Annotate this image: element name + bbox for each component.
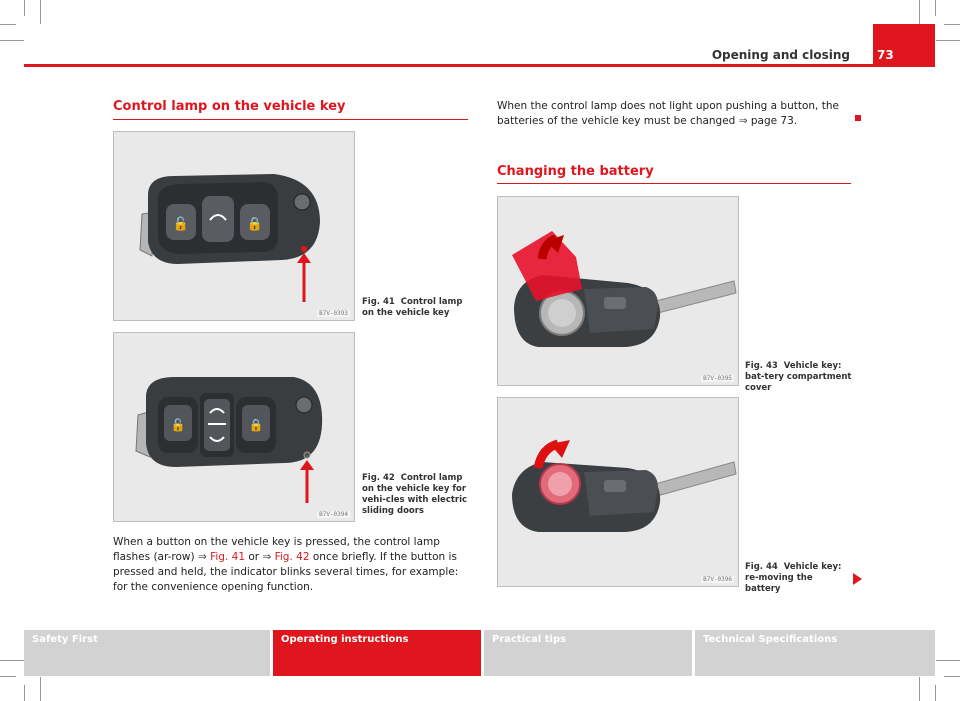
figure-41-label: Fig. 41 xyxy=(362,297,395,307)
figure-42-label: Fig. 42 xyxy=(362,473,395,483)
figure-44-caption xyxy=(745,562,845,595)
crop-mark xyxy=(935,685,936,701)
figure-code: B7V-0395 xyxy=(703,375,732,382)
paragraph-text: When a button on the vehicle key is pressed, the control lamp flashes (ar-row) xyxy=(113,536,440,563)
running-header-title: Opening and closing xyxy=(711,48,850,62)
figure-42-image xyxy=(113,332,355,522)
figure-code: B7V-0393 xyxy=(319,310,348,317)
crop-mark xyxy=(935,0,936,16)
paragraph-text: or xyxy=(248,551,260,563)
control-lamp-paragraph xyxy=(113,535,469,595)
crop-mark xyxy=(919,0,920,24)
reference-arrow: ⇒ xyxy=(738,115,748,127)
figure-code: B7V-0396 xyxy=(703,576,732,583)
figure-code: B7V-0394 xyxy=(319,511,348,518)
figure-43-caption-text: Vehicle key: bat-tery compartment cover xyxy=(745,361,852,393)
crop-mark xyxy=(24,0,25,16)
figure-44-image xyxy=(497,397,739,587)
crop-mark xyxy=(944,676,960,677)
car-key-sliding-doors-illustration xyxy=(114,333,354,521)
figure-41-caption-text: Control lamp on the vehicle key xyxy=(362,297,463,318)
crop-mark xyxy=(24,685,25,701)
figure-41-link[interactable]: Fig. 41 xyxy=(210,551,246,563)
svg-text:🔓: 🔓 xyxy=(172,217,190,232)
car-key-illustration xyxy=(114,132,354,320)
battery-intro-paragraph xyxy=(497,99,847,129)
crop-mark xyxy=(0,676,16,677)
tab-label: Technical Specifications xyxy=(703,634,838,645)
figure-42-link[interactable]: Fig. 42 xyxy=(274,551,310,563)
svg-text:🔓: 🔓 xyxy=(170,418,186,432)
tab-safety-first[interactable] xyxy=(24,630,270,676)
figure-44-label: Fig. 44 xyxy=(745,562,778,572)
crop-mark xyxy=(40,677,41,701)
crop-mark xyxy=(936,660,960,661)
crop-mark xyxy=(0,660,24,661)
reference-arrow: ⇒ xyxy=(262,551,272,563)
figure-41-caption xyxy=(362,297,470,319)
section-heading-rule xyxy=(497,183,851,184)
key-battery-cover-illustration xyxy=(498,197,738,385)
figure-43-image xyxy=(497,196,739,386)
key-battery-removal-illustration xyxy=(498,398,738,586)
crop-mark xyxy=(0,40,24,41)
figure-42-caption xyxy=(362,473,470,517)
section-heading-control-lamp: Control lamp on the vehicle key xyxy=(113,99,346,114)
tab-practical-tips[interactable] xyxy=(484,630,692,676)
section-heading-rule xyxy=(113,119,468,120)
paragraph-text: once briefly. If the button is pressed and held, the indicator blinks several times, for example: for the convenience opening function. xyxy=(113,551,459,593)
crop-mark xyxy=(936,40,960,41)
figure-41-image xyxy=(113,131,355,321)
figure-44-caption-text: Vehicle key: re-moving the battery xyxy=(745,562,842,594)
end-of-section-marker xyxy=(855,115,861,121)
tab-label: Safety First xyxy=(32,634,98,645)
continue-arrow-icon xyxy=(853,573,862,585)
figure-43-label: Fig. 43 xyxy=(745,361,778,371)
paragraph-text: When the control lamp does not light upon pushing a button, the batteries of the vehicle key must be changed xyxy=(497,100,839,127)
crop-mark xyxy=(919,677,920,701)
svg-text:🔒: 🔒 xyxy=(248,418,264,432)
crop-mark xyxy=(40,0,41,24)
crop-mark xyxy=(944,24,960,25)
page-number: 73 xyxy=(877,48,894,62)
tab-technical-specifications[interactable] xyxy=(695,630,935,676)
header-rule xyxy=(24,64,935,67)
section-heading-changing-battery: Changing the battery xyxy=(497,164,654,179)
tab-label: Practical tips xyxy=(492,634,567,645)
figure-42-caption-text: Control lamp on the vehicle key for vehi-cles with electric sliding doors xyxy=(362,473,468,516)
tab-operating-instructions[interactable] xyxy=(273,630,481,676)
reference-arrow: ⇒ xyxy=(197,551,207,563)
figure-43-caption xyxy=(745,361,853,394)
crop-mark xyxy=(0,24,16,25)
page-number-box xyxy=(873,24,935,67)
tab-label: Operating instructions xyxy=(281,634,409,645)
svg-text:🔒: 🔒 xyxy=(246,217,264,232)
page-reference-link[interactable]: page 73. xyxy=(750,115,798,127)
